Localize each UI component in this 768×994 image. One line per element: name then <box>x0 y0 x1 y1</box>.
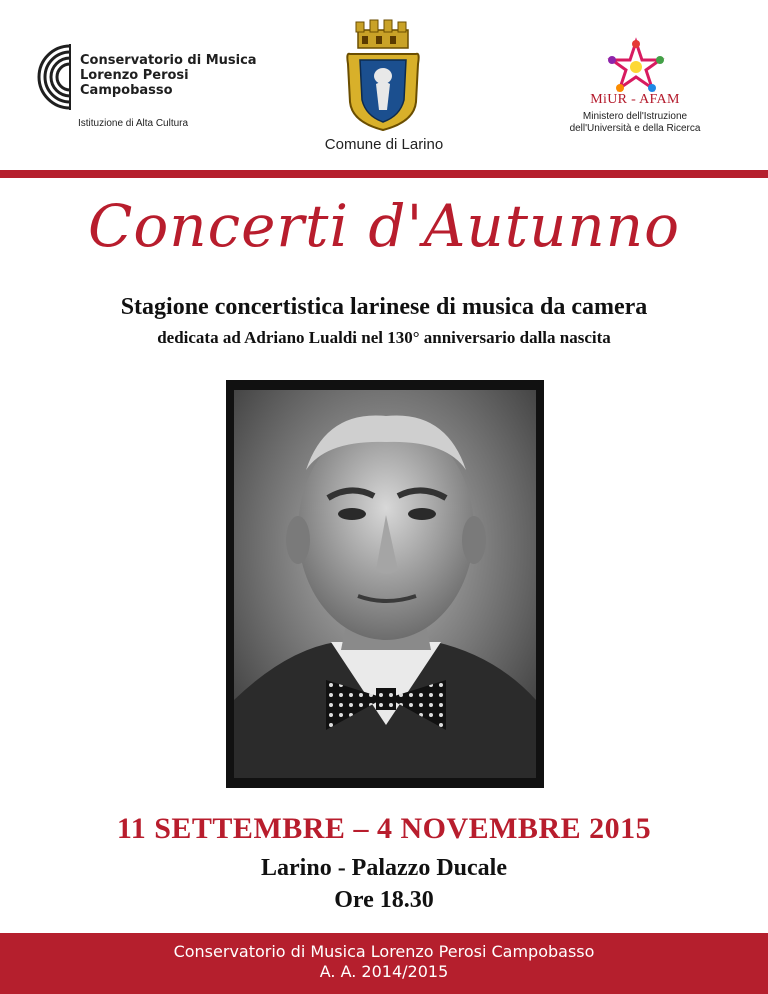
event-dates: 11 SETTEMBRE – 4 NOVEMBRE 2015 <box>116 812 652 845</box>
page-subtitle: Stagione concertistica larinese di musica da camera <box>120 294 648 320</box>
conservatorio-logo-icon <box>32 40 72 114</box>
event-venue: Larino - Palazzo Ducale <box>261 855 507 881</box>
miur-title: MiUR - AFAM <box>590 92 680 107</box>
header-divider <box>0 170 768 178</box>
comune-label: Comune di Larino <box>324 136 444 153</box>
conservatorio-subtitle: Istituzione di Alta Cultura <box>78 118 189 129</box>
larino-coat-of-arms-icon <box>340 14 426 134</box>
page-title: Concerti d'Autunno <box>87 192 681 260</box>
miur-subtitle-line: Ministero dell'Istruzione <box>582 111 688 122</box>
footer-banner <box>0 933 768 994</box>
conservatorio-name-line: Conservatorio di Musica <box>80 53 257 68</box>
conservatorio-name-line: Lorenzo Perosi <box>80 68 189 83</box>
portrait-photo <box>226 380 544 788</box>
conservatorio-name-line: Campobasso <box>80 83 173 98</box>
footer-line-1: Conservatorio di Musica Lorenzo Perosi Campobasso <box>173 942 595 961</box>
miur-star-logo-icon <box>606 36 666 96</box>
miur-subtitle-line: dell'Università e della Ricerca <box>569 123 701 134</box>
miur-subtitle <box>560 111 710 135</box>
dedication-text: dedicata ad Adriano Lualdi nel 130° anniversario dalla nascita <box>157 328 611 347</box>
portrait-illustration <box>226 380 544 788</box>
conservatorio-name <box>80 53 257 98</box>
event-time: Ore 18.30 <box>334 887 434 913</box>
footer-line-2: A. A. 2014/2015 <box>319 962 449 981</box>
